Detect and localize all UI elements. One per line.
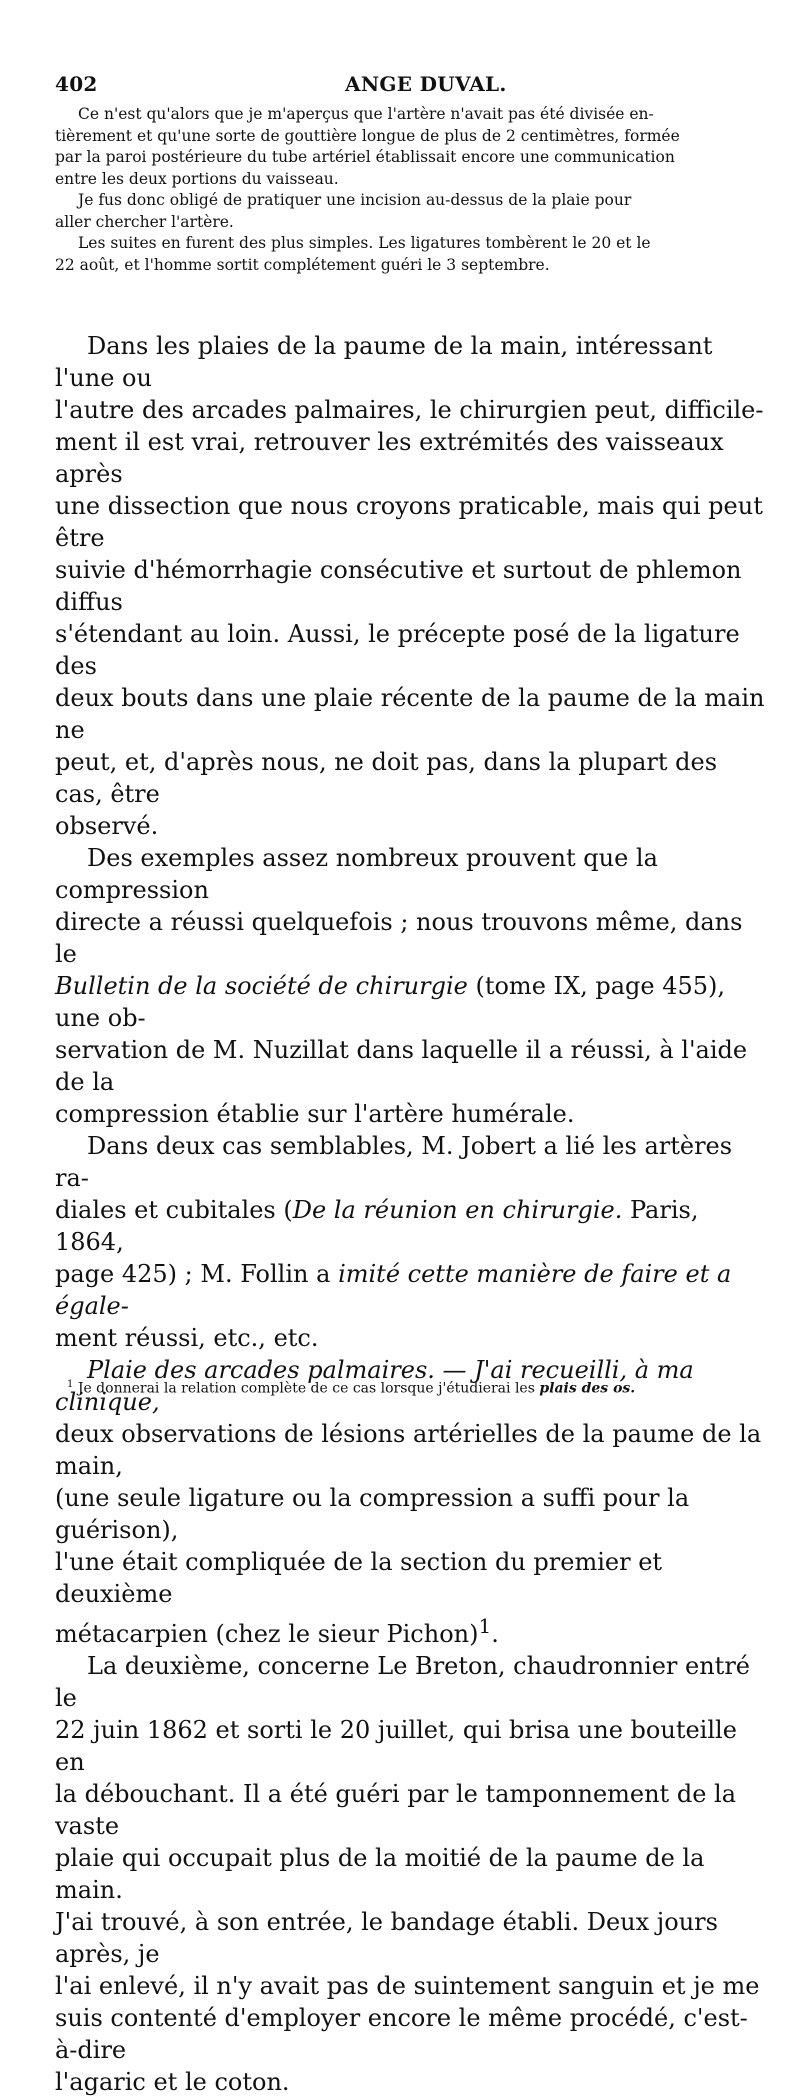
main-text	[55, 330, 767, 2098]
footnote: $^1$ Je donnerai la relation complète de ce cas lorsque j'étudierai les plais des os.	[67, 1379, 636, 1397]
page-number: 402	[55, 72, 98, 96]
footnote-ref[interactable]: 1	[478, 1614, 492, 1638]
body-paragraph: La deuxième, concerne Le Breton, chaudronnier entré le 22 juin 1862 et sorti le 20 juillet, qui brisa une bouteille en la débouchant. Il a été guéri par le tamponnement de la vaste plaie qui occupait plus de la moitié de la paume de la main. J'ai trouvé, à son entrée, le bandage établi. Deux jours après, je l'ai enlevé, il n'y avait pas de suintement sanguin et je me suis contenté d'employer encore le même procédé, c'est-à-dire l'agaric et le coton.	[55, 1652, 760, 2096]
book-title: De la réunion en chirurgie.	[292, 1196, 623, 1224]
journal-title: Bulletin de la société de chirurgie	[55, 972, 468, 1000]
running-title: ANGE DUVAL.	[345, 72, 507, 96]
body-paragraph: Plaie des arcades palmaires. — J'ai recueilli, à ma clinique, deux observations de lésions artérielles de la paume de la main, (une seule ligature ou la compression a suffi pour la guérison), l'une était compliquée de la section du premier et deuxième métacarpien (chez le sieur Pichon)$^1$.	[55, 1356, 762, 1648]
case-note-paragraph: Ce n'est qu'alors que je m'aperçus que l'artère n'avait pas été divisée en- tièrement et qu'une sorte de gouttière longue de plus de 2 centimètres, formée par la paroi postérieure du tube artériel établissait encore une communication entre les deux portions du vaisseau.	[55, 105, 680, 188]
case-note	[55, 104, 767, 276]
body-paragraph: Dans deux cas semblables, M. Jobert a lié les artères ra- diales et cubitales (De la réunion en chirurgie. Paris, 1864, page 425) ; M. Follin a imité cette manière de faire et a égale- ment réussi, etc., etc.	[55, 1132, 733, 1352]
case-note-paragraph: Les suites en furent des plus simples. Les ligatures tombèrent le 20 et le 22 août, et l'homme sortit complétement guéri le 3 septembre.	[55, 234, 651, 274]
section-heading: Plaie des arcades palmaires. — J'ai recueilli, à ma clinique,	[55, 1356, 694, 1416]
body-paragraph: Des exemples assez nombreux prouvent que la compression directe a réussi quelquefois ; nous trouvons même, dans le Bulletin de la société de chirurgie (tome IX, page 455), une ob- servation de M. Nuzillat dans laquelle il a réussi, à l'aide de la compression établie sur l'artère humérale.	[55, 844, 748, 1128]
case-note-paragraph: Je fus donc obligé de pratiquer une incision au-dessus de la plaie pour aller chercher l'artère.	[55, 191, 632, 231]
footnote-mark: 1	[67, 1379, 74, 1390]
body-paragraph: Dans les plaies de la paume de la main, intéressant l'une ou l'autre des arcades palmaires, le chirurgien peut, difficile- ment il est vrai, retrouver les extrémités des vaisseaux après une dissection que nous croyons praticable, mais qui peut être suivie d'hémorrhagie consécutive et surtout de phlemon diffus s'étendant au loin. Aussi, le précepte posé de la ligature des deux bouts dans une plaie récente de la paume de la main ne peut, et, d'après nous, ne doit pas, dans la plupart des cas, être observé.	[55, 332, 765, 840]
